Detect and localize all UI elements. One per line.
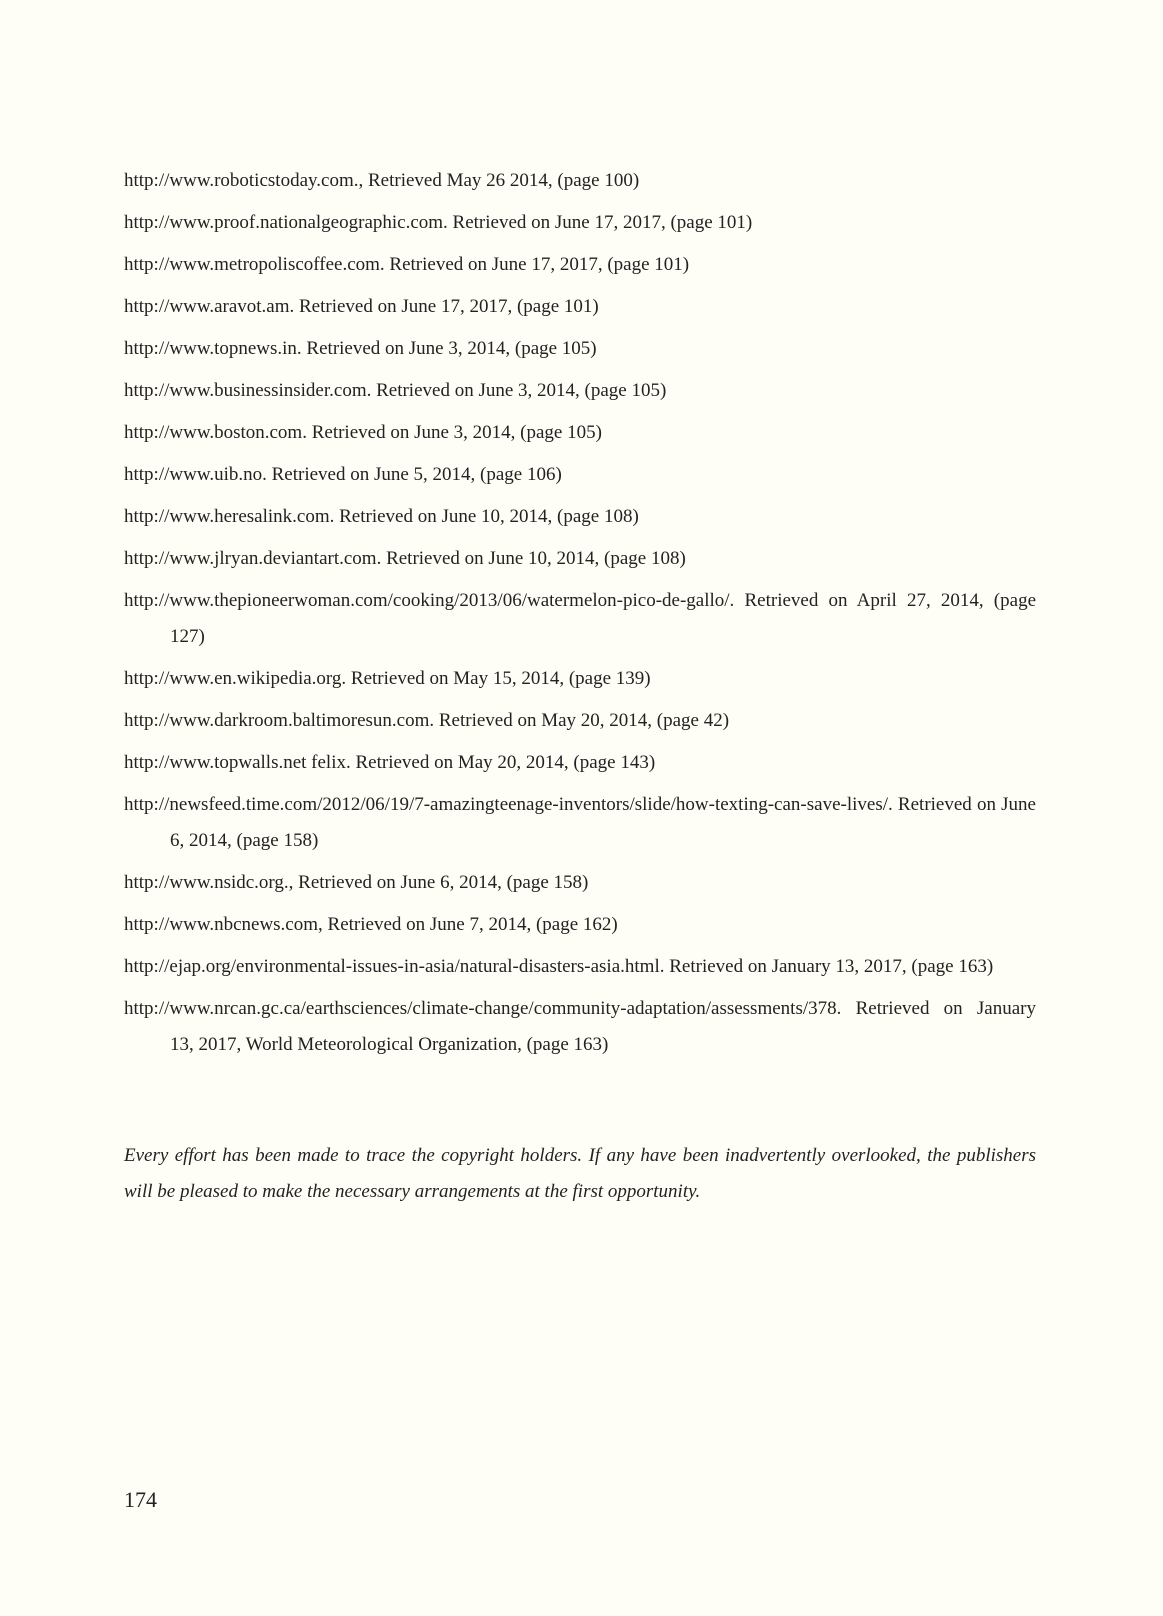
page-number: 174 [124, 1487, 157, 1512]
reference-item: http://www.nsidc.org., Retrieved on June 6, 2014, (page 158) [124, 872, 589, 893]
reference-item: http://www.jlryan.deviantart.com. Retrieved on June 10, 2014, (page 108) [124, 548, 686, 569]
reference-item: http://www.heresalink.com. Retrieved on June 10, 2014, (page 108) [124, 506, 639, 527]
reference-item: http://www.nrcan.gc.ca/earthsciences/climate-change/community-adaptation/assessments/378. Retrieved on January 13, 2017, World Meteorological Organization, (page 163) [124, 998, 1036, 1055]
reference-item: http://www.uib.no. Retrieved on June 5, 2014, (page 106) [124, 464, 562, 485]
reference-item: http://newsfeed.time.com/2012/06/19/7-amazingteenage-inventors/slide/how-texting-can-save-lives/. Retrieved on June 6, 2014, (page 158) [124, 794, 1036, 851]
reference-item: http://www.thepioneerwoman.com/cooking/2013/06/watermelon-pico-de-gallo/. Retrieved on April 27, 2014, (page 127) [124, 590, 1036, 647]
reference-list [124, 163, 1036, 1069]
reference-item: http://www.nbcnews.com, Retrieved on June 7, 2014, (page 162) [124, 914, 618, 935]
copyright-note: Every effort has been made to trace the copyright holders. If any have been inadvertently overlooked, the publishers will be pleased to make the necessary arrangements at the first opportunity. [124, 1145, 1036, 1202]
reference-item: http://www.businessinsider.com. Retrieved on June 3, 2014, (page 105) [124, 380, 667, 401]
reference-item: http://www.en.wikipedia.org. Retrieved on May 15, 2014, (page 139) [124, 668, 651, 689]
reference-item: http://ejap.org/environmental-issues-in-asia/natural-disasters-asia.html. Retrieved on January 13, 2017, (page 163) [124, 956, 994, 977]
reference-item: http://www.roboticstoday.com., Retrieved May 26 2014, (page 100) [124, 170, 640, 191]
reference-item: http://www.boston.com. Retrieved on June 3, 2014, (page 105) [124, 422, 602, 443]
reference-item: http://www.topwalls.net felix. Retrieved on May 20, 2014, (page 143) [124, 752, 656, 773]
reference-item: http://www.topnews.in. Retrieved on June 3, 2014, (page 105) [124, 338, 597, 359]
reference-item: http://www.proof.nationalgeographic.com. Retrieved on June 17, 2017, (page 101) [124, 212, 753, 233]
reference-item: http://www.darkroom.baltimoresun.com. Retrieved on May 20, 2014, (page 42) [124, 710, 730, 731]
reference-item: http://www.metropoliscoffee.com. Retrieved on June 17, 2017, (page 101) [124, 254, 690, 275]
reference-item: http://www.aravot.am. Retrieved on June 17, 2017, (page 101) [124, 296, 599, 317]
